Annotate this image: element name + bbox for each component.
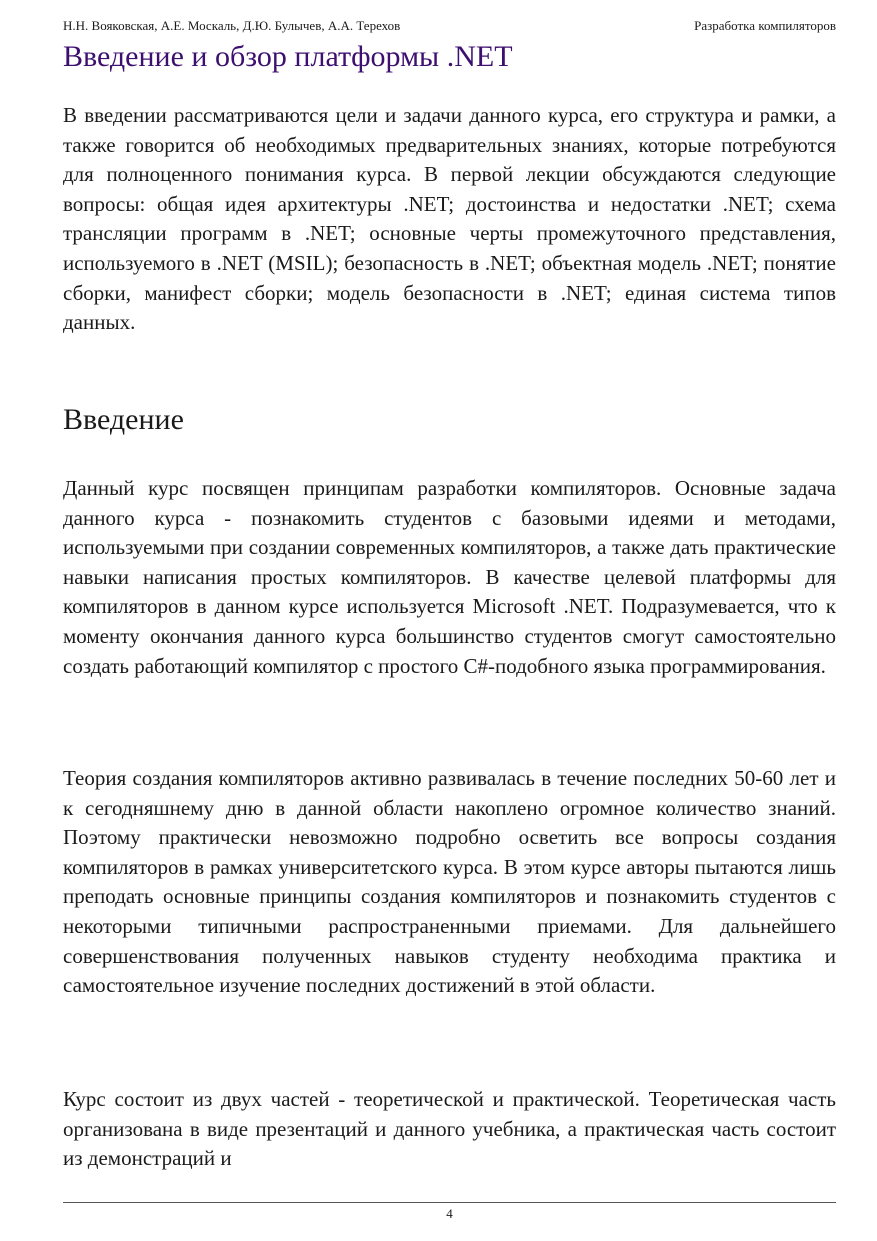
body-paragraph: Данный курс посвящен принципам разработки компиляторов. Основные задача данного курса - познакомить студентов с базовыми идеями и методами, используемыми при создании современных компиляторов, а также дать практические навыки написания простых компиляторов. В качестве целевой платформы для компиляторов в данном курсе используется Microsoft .NET. Подразумевается, что к моменту окончания данного курса большинство студентов смогут самостоятельно создать работающий компилятор с простого C#-подобного языка программирования. — [63, 476, 836, 678]
header-authors: Н.Н. Вояковская, А.Е. Москаль, Д.Ю. Булычев, А.А. Терехов — [63, 18, 401, 33]
body-paragraph: Теория создания компиляторов активно развивалась в течение последних 50-60 лет и к сегодняшнему дню в данной области накоплено огромное количество знаний. Поэтому практически невозможно подробно осветить все вопросы создания компиляторов в рамках университетского курса. В этом курсе авторы пытаются лишь преподать основные принципы создания компиляторов и познакомить студентов с некоторыми типичными распространенными приемами. Для дальнейшего совершенствования полученных навыков студенту необходима практика и самостоятельное изучение последних достижений в этой области. — [63, 766, 836, 998]
running-header — [63, 17, 836, 35]
header-book-title: Разработка компиляторов — [694, 18, 836, 33]
chapter-title: Введение и обзор платформы .NET — [63, 40, 513, 73]
page-number: 4 — [446, 1206, 453, 1221]
body-paragraph: Курс состоит из двух частей - теоретической и практической. Теоретическая часть организована в виде презентаций и данного учебника, а практическая часть состоит из демонстраций и — [63, 1087, 836, 1171]
chapter-abstract: В введении рассматриваются цели и задачи данного курса, его структура и рамки, а также говорится об необходимых предварительных знаниях, которые потребуются для полноценного понимания курса. В первой лекции обсуждаются следующие вопросы: общая идея архитектуры .NET; достоинства и недостатки .NET; схема трансляции программ в .NET; основные черты промежуточного представления, используемого в .NET (MSIL); безопасность в .NET; объектная модель .NET; понятие сборки, манифест сборки; модель безопасности в .NET; единая система типов данных. — [63, 103, 836, 335]
section-heading: Введение — [63, 403, 184, 436]
footer-divider — [63, 1202, 836, 1203]
document-page — [63, 0, 836, 1241]
